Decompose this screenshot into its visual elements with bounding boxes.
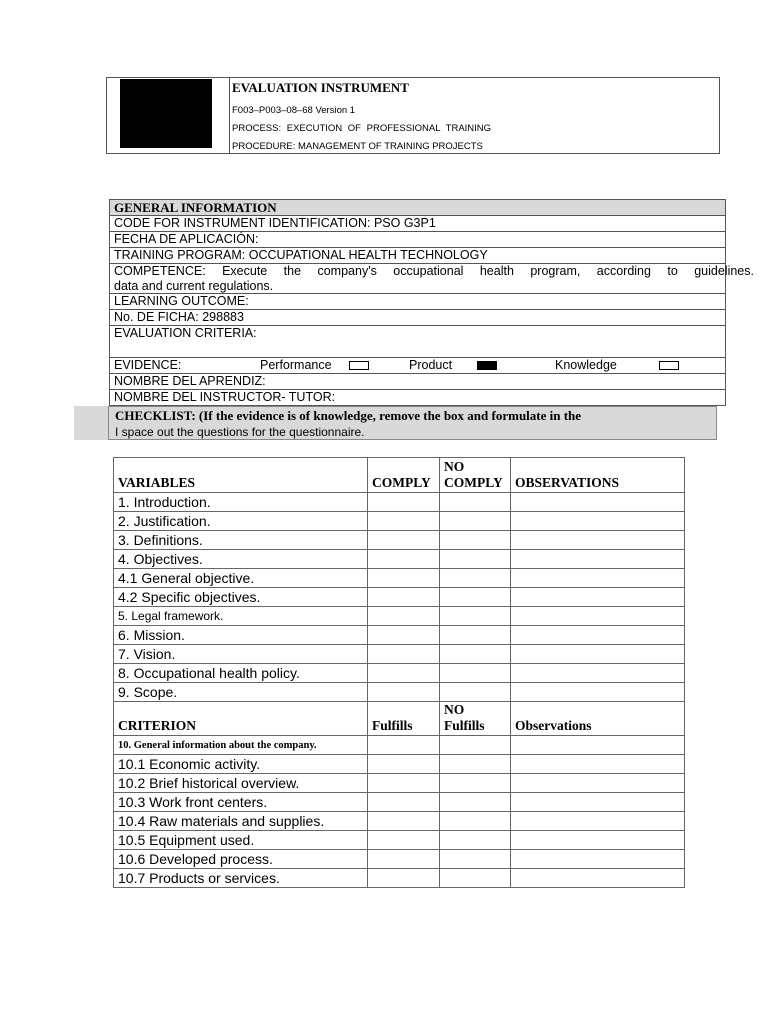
comply-cell[interactable] xyxy=(368,626,440,645)
criterion-header-row xyxy=(114,702,685,736)
variable-label: 7. Vision. xyxy=(114,645,368,664)
checklist-note: I space out the questions for the questionnaire. xyxy=(115,425,365,439)
general-information-heading: GENERAL INFORMATION xyxy=(110,200,725,216)
header-divider xyxy=(229,78,230,153)
competence-field xyxy=(110,264,754,294)
fulfills-cell[interactable] xyxy=(368,869,440,888)
observations-cell[interactable] xyxy=(511,755,685,774)
no-comply-cell[interactable] xyxy=(440,626,511,645)
section-10-label: 10. General information about the company. xyxy=(114,736,368,755)
comply-cell[interactable] xyxy=(368,531,440,550)
comply-cell[interactable] xyxy=(368,645,440,664)
no-fulfills-cell[interactable] xyxy=(440,736,511,755)
criterion-header: CRITERION xyxy=(114,702,368,736)
fulfills-cell[interactable] xyxy=(368,850,440,869)
no-fulfills-cell[interactable] xyxy=(440,869,511,888)
no-comply-cell[interactable] xyxy=(440,588,511,607)
comply-cell[interactable] xyxy=(368,550,440,569)
evidence-option-product-label: Product xyxy=(409,358,453,372)
observations-cell[interactable] xyxy=(511,850,685,869)
criterion-label: 10.4 Raw materials and supplies. xyxy=(114,812,368,831)
criterion-label: 10.3 Work front centers. xyxy=(114,793,368,812)
evidence-label: EVIDENCE: xyxy=(114,358,182,372)
instructor-name-field: NOMBRE DEL INSTRUCTOR- TUTOR: xyxy=(114,390,336,404)
no-comply-cell[interactable] xyxy=(440,607,511,626)
evidence-option-performance-label: Performance xyxy=(260,358,332,372)
comply-cell[interactable] xyxy=(368,493,440,512)
evidence-row xyxy=(110,358,725,374)
no-comply-header-no: NO xyxy=(444,459,465,474)
no-fulfills-cell[interactable] xyxy=(440,831,511,850)
checklist-table xyxy=(113,457,685,888)
comply-cell[interactable] xyxy=(368,664,440,683)
observations-cell[interactable] xyxy=(511,831,685,850)
variable-label: 4. Objectives. xyxy=(114,550,368,569)
no-comply-header xyxy=(440,458,511,493)
variable-label: 1. Introduction. xyxy=(114,493,368,512)
general-information-section xyxy=(109,199,754,406)
criterion-label: 10.6 Developed process. xyxy=(114,850,368,869)
observations-cell[interactable] xyxy=(511,607,685,626)
table-row xyxy=(114,850,685,869)
no-comply-header-comply: COMPLY xyxy=(444,475,503,490)
no-fulfills-cell[interactable] xyxy=(440,793,511,812)
no-comply-cell[interactable] xyxy=(440,493,511,512)
fulfills-cell[interactable] xyxy=(368,755,440,774)
no-comply-cell[interactable] xyxy=(440,531,511,550)
table-row xyxy=(114,607,685,626)
observations-cell[interactable] xyxy=(511,550,685,569)
no-comply-cell[interactable] xyxy=(440,550,511,569)
comply-cell[interactable] xyxy=(368,588,440,607)
logo-redacted xyxy=(120,79,212,148)
observations-cell[interactable] xyxy=(511,626,685,645)
checklist-section xyxy=(108,406,717,440)
observations-cell[interactable] xyxy=(511,774,685,793)
performance-checkbox[interactable] xyxy=(349,361,369,370)
document-header xyxy=(106,77,720,154)
process-label: PROCESS: EXECUTION OF PROFESSIONAL TRAINING xyxy=(232,123,492,134)
table-row xyxy=(114,588,685,607)
no-fulfills-cell[interactable] xyxy=(440,755,511,774)
observations-cell[interactable] xyxy=(511,869,685,888)
observations-cell[interactable] xyxy=(511,512,685,531)
learning-outcome-field: LEARNING OUTCOME: xyxy=(110,294,725,310)
observations-header-2: Observations xyxy=(511,702,685,736)
table-row xyxy=(114,664,685,683)
variables-header: VARIABLES xyxy=(114,458,368,493)
variable-label: 3. Definitions. xyxy=(114,531,368,550)
table-row xyxy=(114,493,685,512)
table-row xyxy=(114,531,685,550)
competence-line-2: data and current regulations. xyxy=(114,279,274,293)
observations-cell[interactable] xyxy=(511,736,685,755)
no-fulfills-cell[interactable] xyxy=(440,774,511,793)
no-comply-cell[interactable] xyxy=(440,569,511,588)
fulfills-cell[interactable] xyxy=(368,831,440,850)
observations-header: OBSERVATIONS xyxy=(511,458,685,493)
observations-cell[interactable] xyxy=(511,569,685,588)
no-comply-cell[interactable] xyxy=(440,645,511,664)
no-comply-cell[interactable] xyxy=(440,664,511,683)
competence-line-1: COMPETENCE: Execute the company's occupational health program, according to guidelines. xyxy=(114,264,754,278)
table-row xyxy=(114,755,685,774)
no-fulfills-header-no: NO xyxy=(444,702,465,717)
table-row xyxy=(114,512,685,531)
criterion-label: 10.5 Equipment used. xyxy=(114,831,368,850)
table-row xyxy=(114,831,685,850)
no-fulfills-cell[interactable] xyxy=(440,812,511,831)
comply-cell[interactable] xyxy=(368,512,440,531)
ficha-number-field: No. DE FICHA: 298883 xyxy=(110,310,725,326)
application-date-field: FECHA DE APLICACIÓN: xyxy=(110,232,725,248)
variable-label: 5. Legal framework. xyxy=(114,607,368,626)
fulfills-cell[interactable] xyxy=(368,793,440,812)
table-row xyxy=(114,869,685,888)
comply-cell[interactable] xyxy=(368,569,440,588)
observations-cell[interactable] xyxy=(511,664,685,683)
criterion-label: 10.7 Products or services. xyxy=(114,869,368,888)
table-row xyxy=(114,736,685,755)
product-checkbox-checked[interactable] xyxy=(477,361,497,370)
variable-label: 2. Justification. xyxy=(114,512,368,531)
table-row xyxy=(114,683,685,702)
table-row xyxy=(114,812,685,831)
comply-cell[interactable] xyxy=(368,683,440,702)
no-comply-cell[interactable] xyxy=(440,683,511,702)
instrument-code: F003–P003–08–68 Version 1 xyxy=(232,105,356,116)
variable-label: 8. Occupational health policy. xyxy=(114,664,368,683)
comply-cell[interactable] xyxy=(368,607,440,626)
checklist-title: CHECKLIST: (If the evidence is of knowledge, remove the box and formulate in the xyxy=(115,408,582,423)
evaluation-criteria-field: EVALUATION CRITERIA: xyxy=(110,326,725,358)
procedure-label: PROCEDURE: MANAGEMENT OF TRAINING PROJECTS xyxy=(232,141,483,152)
fulfills-cell[interactable] xyxy=(368,736,440,755)
observations-cell[interactable] xyxy=(511,493,685,512)
variable-label: 6. Mission. xyxy=(114,626,368,645)
observations-cell[interactable] xyxy=(511,812,685,831)
variable-label: 4.1 General objective. xyxy=(114,569,368,588)
observations-cell[interactable] xyxy=(511,531,685,550)
observations-cell[interactable] xyxy=(511,793,685,812)
table-row xyxy=(114,774,685,793)
instrument-title: EVALUATION INSTRUMENT xyxy=(232,80,409,95)
apprentice-name-field: NOMBRE DEL APRENDIZ: xyxy=(110,374,725,390)
comply-header: COMPLY xyxy=(368,458,440,493)
variable-label: 4.2 Specific objectives. xyxy=(114,588,368,607)
no-comply-cell[interactable] xyxy=(440,512,511,531)
training-program-field: TRAINING PROGRAM: OCCUPATIONAL HEALTH TECHNOLOGY xyxy=(110,248,725,264)
knowledge-checkbox[interactable] xyxy=(659,361,679,370)
fulfills-cell[interactable] xyxy=(368,812,440,831)
variable-label: 9. Scope. xyxy=(114,683,368,702)
table-row xyxy=(114,550,685,569)
table-row xyxy=(114,645,685,664)
table-row xyxy=(114,793,685,812)
table-header-row xyxy=(114,458,685,493)
no-fulfills-header-fulfills: Fulfills xyxy=(444,718,485,733)
observations-cell[interactable] xyxy=(511,588,685,607)
criterion-label: 10.1 Economic activity. xyxy=(114,755,368,774)
no-fulfills-header xyxy=(440,702,511,736)
table-row xyxy=(114,569,685,588)
fulfills-cell[interactable] xyxy=(368,774,440,793)
evidence-option-knowledge-label: Knowledge xyxy=(555,358,617,372)
instrument-code-field: CODE FOR INSTRUMENT IDENTIFICATION: PSO G3P1 xyxy=(110,216,725,232)
observations-cell[interactable] xyxy=(511,645,685,664)
observations-cell[interactable] xyxy=(511,683,685,702)
no-fulfills-cell[interactable] xyxy=(440,850,511,869)
criterion-label: 10.2 Brief historical overview. xyxy=(114,774,368,793)
table-row xyxy=(114,626,685,645)
fulfills-header: Fulfills xyxy=(368,702,440,736)
